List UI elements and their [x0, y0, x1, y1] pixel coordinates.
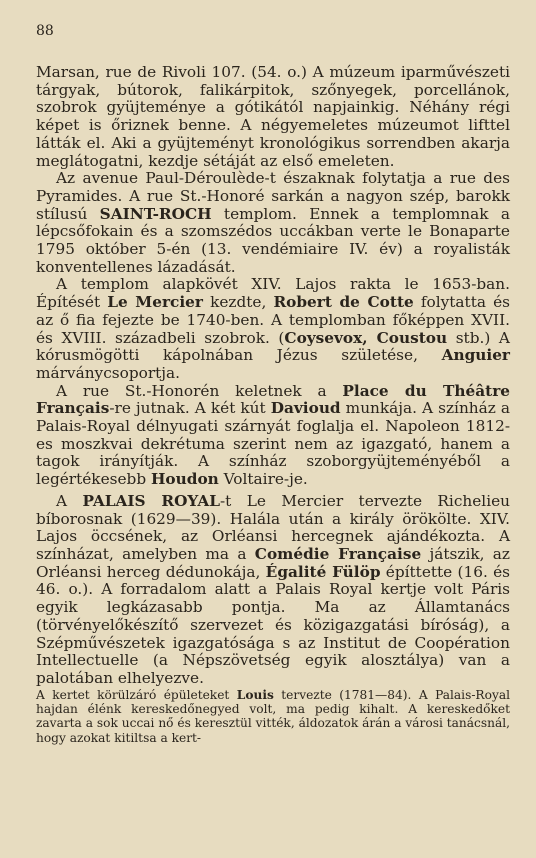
saint-roch-bold: SAINT-ROCH: [99, 204, 212, 223]
robert-de-cotte-bold: Robert de Cotte: [273, 293, 414, 312]
louis-bold: Louis: [236, 687, 274, 702]
paragraph-3-text-e: stb.) A kórusmögötti kápolnában Jézus születése,: [36, 328, 510, 365]
paragraph-1: [36, 64, 510, 170]
paragraph-5: [36, 493, 510, 688]
paragraph-5-text-e: építtette (16. és 46. o.). A forradalom alatt a Palais Royal kertje volt Páris egyik legkázasabb pontja. Ma az Államtanács (törvényelőkészítő szervezet és közigazgatási bíróság), a Szépművészetek igazgatósága s az Institut de Coopération Intellectuelle (a Népszövetség egyik alosztálya) van a palotában elhelyezve.: [36, 562, 510, 687]
footnote-text-a: A kertet körülzáró épületeket: [36, 687, 237, 702]
egalite-fulop-bold: Égalité Fülöp: [265, 562, 381, 581]
paragraph-4-text-a: A rue St.-Honorén keletnek a: [56, 381, 343, 400]
paragraph-1-text: Marsan, rue de Rivoli 107. (54. o.) A múzeum iparművészeti tárgyak, bútorok, falikárpitok, szőnyegek, porcellánok, szobrok gyüjteménye a gótikától napjainkig. Néhány régi képet is őriznek benne. A négyemeletes múzeumot lifttel látták el. Aki a gyüjteményt kronológikus sorrendben akarja meglátogatni, kezdje sétáját az első emeleten.: [36, 63, 510, 170]
palais-royal-bold: PALAIS ROYAL: [82, 491, 220, 510]
paragraph-2-text-c: templom. Ennek a templomnak a lépcsőfokain és a szomszédos uccákban verte le Bonaparte 1795 október 5-én (13. vendémiaire IV. év) a royalisták konventellenes lázadását.: [36, 204, 510, 276]
paragraph-5-text-a: A: [56, 491, 83, 510]
body-text: [36, 64, 510, 745]
coysevox-coustou-bold: Coysevox, Coustou: [284, 328, 448, 347]
paragraph-4-text-d: munkája. A színház a Palais-Royal délnyugati szárnyát foglalja el. Napoleon 1812-es moszkvai dekrétuma szerint nem az igazgató, hanem a tagok irányítják. A színház szoborgyüjteményéből a legértékesebb: [36, 399, 510, 489]
paragraph-3-text-a: A templom alapkövét XIV. Lajos rakta le 1653-ban. Építését: [36, 275, 510, 312]
footnote-text-c: tervezte (1781—84). A Palais-Royal hajdan élénk kereskedőnegyed volt, ma pedig kihalt. A kereskedőket zavarta a sok uccai nő és keresztül vitték, áldozatok árán a városi tanácsnál, hogy azokat kitiltsa a kert-: [36, 687, 510, 745]
davioud-bold: Davioud: [270, 399, 341, 418]
footnote: [36, 688, 510, 746]
paragraph-3: [36, 276, 510, 382]
page-number: 88: [36, 23, 54, 39]
houdon-bold: Houdon: [150, 470, 219, 489]
paragraph-5-text-c: -t Le Mercier tervezte Richelieu bíborosnak (1629—39). Halála után a király örökölte. XIV. Lajos öccsének, az Orléansi hercegnek ajándékozta. A színházat, amelyben ma a: [36, 491, 510, 563]
paragraph-3-text-c: kezdte,: [202, 293, 274, 312]
paragraph-4: [36, 383, 510, 489]
place-du-theatre-bold: Place du Théâtre Français: [36, 381, 510, 418]
comedie-francaise-bold: Comédie Française: [254, 544, 422, 563]
anguier-bold: Anguier: [441, 346, 510, 365]
paragraph-3-text-f: márványcsoportja.: [36, 363, 181, 382]
paragraph-2-text-a: Az avenue Paul-Déroulède-t északnak folytatja a rue des Pyramides. A rue St.-Honoré sarkán a nagyon szép, barokk stílusú: [36, 169, 510, 223]
paragraph-2: [36, 170, 510, 276]
paragraph-3-text-d: folytatta és az ő fia fejezte be 1740-ben. A templomban főképpen XVII. és XVIII. századbeli szobrok. (: [36, 293, 510, 347]
paragraph-4-text-c: -re jutnak. A két kút: [109, 399, 271, 418]
paragraph-5-text-d: játszik, az Orléansi herceg dédunokája,: [36, 544, 510, 581]
paragraph-4-text-e: Voltaire-je.: [218, 470, 308, 489]
le-mercier-bold: Le Mercier: [107, 293, 203, 312]
